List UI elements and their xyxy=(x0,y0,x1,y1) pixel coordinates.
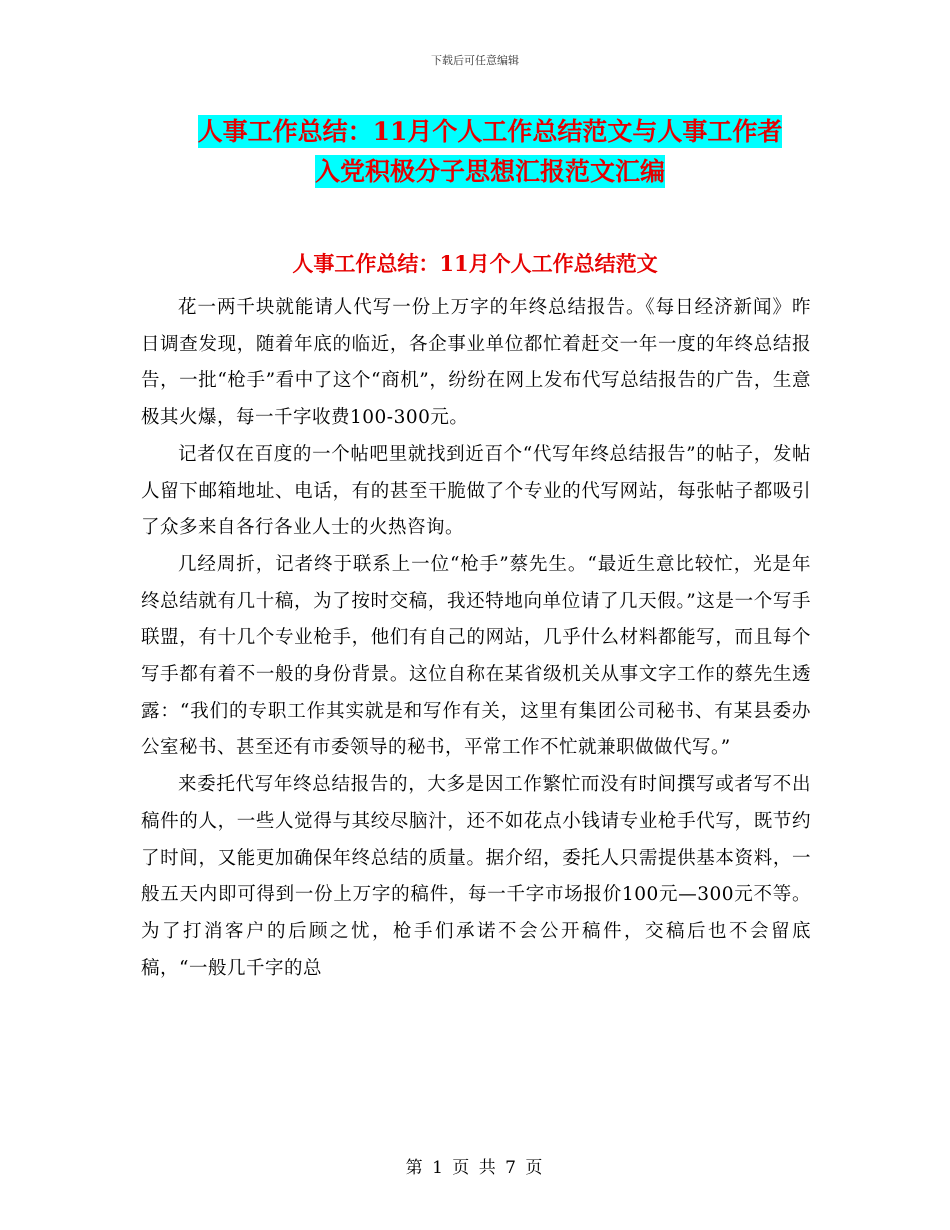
section-title: 人事工作总结：11月个人工作总结范文 xyxy=(292,251,658,276)
title-line-2: 入党积极分子思想汇报范文汇编 xyxy=(314,157,665,186)
document-title xyxy=(140,112,840,192)
header-note: 下载后可任意编辑 xyxy=(431,54,519,67)
paragraph: 来委托代写年终总结报告的，大多是因工作繁忙而没有时间撰写或者写不出稿件的人，一些人觉得与其绞尽脑汁，还不如花点小钱请专业枪手代写，既节约了时间，又能更加确保年终总结的质量。据介绍，委托人只需提供基本资料，一般五天内即可得到一份上万字的稿件，每一千字市场报价100元—300元不等。为了打消客户的后顾之忧，枪手们承诺不会公开稿件，交稿后也不会留底稿，“一般几千字的总 xyxy=(141,774,811,979)
page-number: 第 1 页 共 7 页 xyxy=(405,1158,545,1178)
paragraph: 花一两千块就能请人代写一份上万字的年终总结报告。《每日经济新闻》昨日调查发现，随着年底的临近，各企事业单位都忙着赶交一年一度的年终总结报告，一批“枪手”看中了这个“商机”，纷纷在网上发布代写总结报告的广告，生意极其火爆，每一千字收费100-300元。 xyxy=(141,297,811,429)
article-body xyxy=(141,290,811,987)
title-line-1: 人事工作总结：11月个人工作总结范文与人事工作者 xyxy=(197,117,783,146)
paragraph: 几经周折，记者终于联系上一位“枪手”蔡先生。“最近生意比较忙，光是年终总结就有几十稿，为了按时交稿，我还特地向单位请了几天假。”这是一个写手联盟，有十几个专业枪手，他们有自己的网站，几乎什么材料都能写，而且每个写手都有着不一般的身份背景。这位自称在某省级机关从事文字工作的蔡先生透露：“我们的专职工作其实就是和写作有关，这里有集团公司秘书、有某县委办公室秘书、甚至还有市委领导的秘书，平常工作不忙就兼职做做代写。” xyxy=(141,553,811,759)
paragraph: 记者仅在百度的一个帖吧里就找到近百个“代写年终总结报告”的帖子，发帖人留下邮箱地址、电话，有的甚至干脆做了个专业的代写网站，每张帖子都吸引了众多来自各行各业人士的火热咨询。 xyxy=(141,443,811,539)
